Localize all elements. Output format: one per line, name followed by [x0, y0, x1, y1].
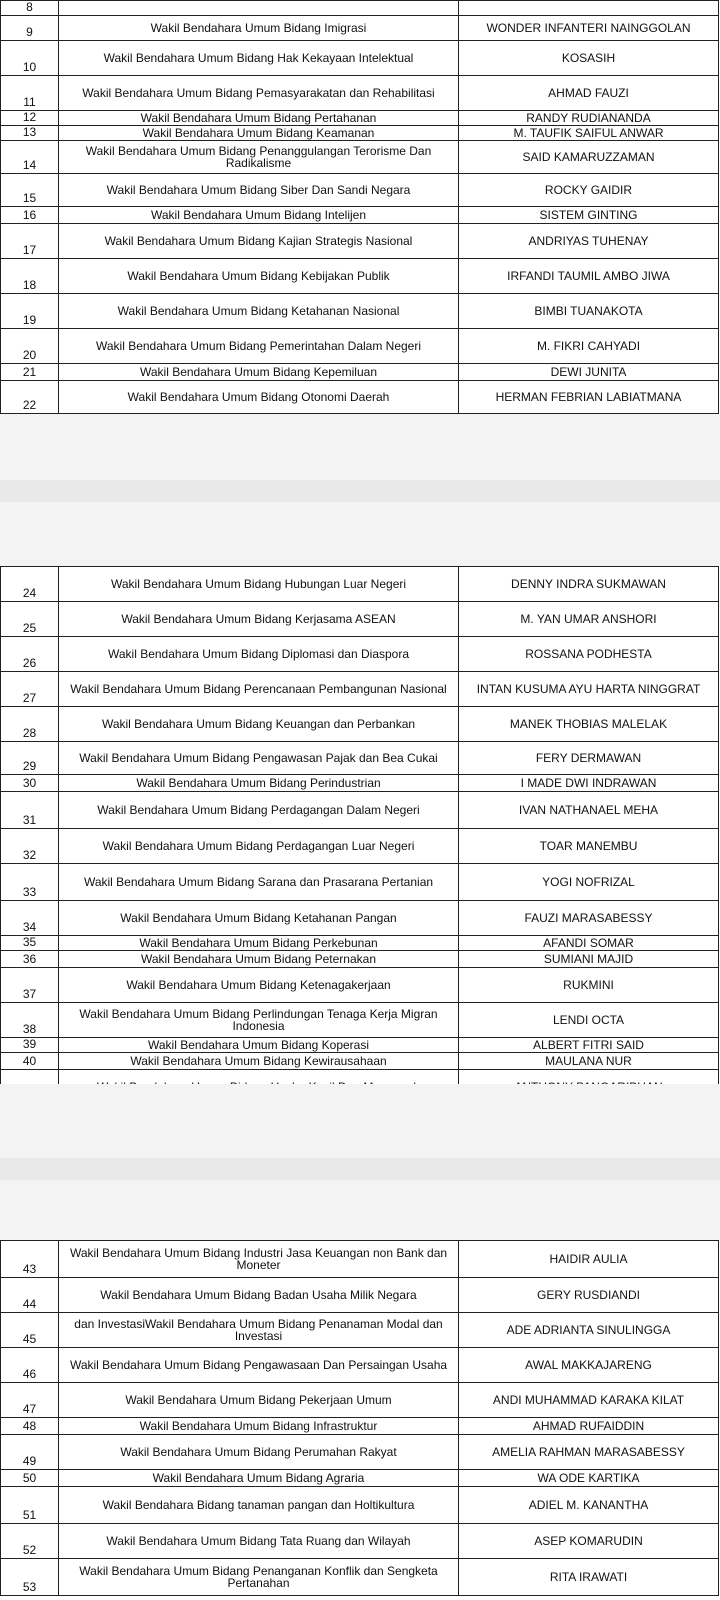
row-number: 13 — [1, 126, 59, 141]
row-number: 28 — [1, 707, 59, 742]
position-title: Wakil Bendahara Umum Bidang Penanganan Konflik dan Sengketa Pertanahan — [59, 1559, 459, 1596]
table-row — [1, 602, 719, 637]
member-name — [459, 1, 719, 16]
position-title: Wakil Bendahara Umum Bidang Penanggulangan Terorisme Dan Radikalisme — [59, 141, 459, 174]
table-row — [1, 901, 719, 936]
table-row — [1, 126, 719, 141]
row-number: 47 — [1, 1383, 59, 1418]
position-title: Wakil Bendahara Umum Bidang Otonomi Daerah — [59, 381, 459, 414]
member-name: M. TAUFIK SAIFUL ANWAR — [459, 126, 719, 141]
member-name: YOGI NOFRIZAL — [459, 864, 719, 901]
row-number: 22 — [1, 381, 59, 414]
row-number: 36 — [1, 951, 59, 968]
table-row — [1, 1241, 719, 1278]
table-row — [1, 742, 719, 775]
member-name: SUMIANI MAJID — [459, 951, 719, 968]
table-row — [1, 207, 719, 224]
member-name: LENDI OCTA — [459, 1003, 719, 1038]
appointment-table — [0, 0, 719, 447]
member-name: IVAN NATHANAEL MEHA — [459, 792, 719, 829]
member-name: SISTEM GINTING — [459, 207, 719, 224]
row-number: 45 — [1, 1313, 59, 1348]
member-name: FERY DERMAWAN — [459, 742, 719, 775]
row-number: 10 — [1, 41, 59, 76]
table-row — [1, 1559, 719, 1596]
position-title: Wakil Bendahara Umum Bidang Keuangan dan Perbankan — [59, 707, 459, 742]
position-title: Wakil Bendahara Umum Bidang Agraria — [59, 1470, 459, 1487]
position-title: Wakil Bendahara Umum Bidang Perdagangan Luar Negeri — [59, 829, 459, 864]
position-title: Wakil Bendahara Umum Bidang Perindustrian — [59, 775, 459, 792]
table-row — [1, 364, 719, 381]
position-title: Wakil Bendahara Umum Bidang Perdagangan Dalam Negeri — [59, 792, 459, 829]
member-name: HERMAN FEBRIAN LABIATMANA — [459, 381, 719, 414]
table-row — [1, 637, 719, 672]
row-number: 35 — [1, 936, 59, 951]
page-break-1 — [0, 414, 720, 566]
member-name: I MADE DWI INDRAWAN — [459, 775, 719, 792]
position-title: Wakil Bendahara Umum Bidang Pengawasaan Dan Persaingan Usaha — [59, 1348, 459, 1383]
row-number: 27 — [1, 672, 59, 707]
table-row — [1, 1524, 719, 1559]
table-row — [1, 224, 719, 259]
table-row — [1, 41, 719, 76]
row-number: 12 — [1, 111, 59, 126]
table-row — [1, 1003, 719, 1038]
member-name: WONDER INFANTERI NAINGGOLAN — [459, 16, 719, 41]
member-name: MANEK THOBIAS MALELAK — [459, 707, 719, 742]
member-name: FAUZI MARASABESSY — [459, 901, 719, 936]
row-number: 32 — [1, 829, 59, 864]
member-name: AMELIA RAHMAN MARASABESSY — [459, 1435, 719, 1470]
position-title: Wakil Bendahara Umum Bidang Ketenagakerjaan — [59, 968, 459, 1003]
position-title: Wakil Bendahara Umum Bidang Badan Usaha Milik Negara — [59, 1278, 459, 1313]
member-name: RITA IRAWATI — [459, 1559, 719, 1596]
row-number: 40 — [1, 1053, 59, 1070]
position-title: Wakil Bendahara Umum Bidang Perumahan Rakyat — [59, 1435, 459, 1470]
position-title — [59, 1, 459, 16]
row-number: 49 — [1, 1435, 59, 1470]
position-title: Wakil Bendahara Umum Bidang Kebijakan Publik — [59, 259, 459, 294]
table-row — [1, 951, 719, 968]
position-title: Wakil Bendahara Bidang tanaman pangan dan Holtikultura — [59, 1487, 459, 1524]
table-row — [1, 775, 719, 792]
position-title: Wakil Bendahara Umum Bidang Peternakan — [59, 951, 459, 968]
member-name: SAID KAMARUZZAMAN — [459, 141, 719, 174]
table-row — [1, 294, 719, 329]
row-number: 30 — [1, 775, 59, 792]
member-name: TOAR MANEMBU — [459, 829, 719, 864]
row-number: 51 — [1, 1487, 59, 1524]
row-number: 9 — [1, 16, 59, 41]
member-name: AWAL MAKKAJARENG — [459, 1348, 719, 1383]
member-name: IRFANDI TAUMIL AMBO JIWA — [459, 259, 719, 294]
row-number: 20 — [1, 329, 59, 364]
row-number: 38 — [1, 1003, 59, 1038]
member-name: ROCKY GAIDIR — [459, 174, 719, 207]
table-row — [1, 1053, 719, 1070]
position-title: Wakil Bendahara Umum Bidang Pemasyarakatan dan Rehabilitasi — [59, 76, 459, 111]
member-name: AHMAD RUFAIDDIN — [459, 1418, 719, 1435]
position-title: Wakil Bendahara Umum Bidang Perencanaan Pembangunan Nasional — [59, 672, 459, 707]
row-number: 39 — [1, 1038, 59, 1053]
position-title: Wakil Bendahara Umum Bidang Kepemiluan — [59, 364, 459, 381]
table-row — [1, 968, 719, 1003]
row-number: 16 — [1, 207, 59, 224]
row-number: 37 — [1, 968, 59, 1003]
table-row — [1, 1418, 719, 1435]
member-name: ANDI MUHAMMAD KARAKA KILAT — [459, 1383, 719, 1418]
table-row — [1, 1348, 719, 1383]
row-number: 26 — [1, 637, 59, 672]
position-title: dan InvestasiWakil Bendahara Umum Bidang Penanaman Modal dan Investasi — [59, 1313, 459, 1348]
row-number: 44 — [1, 1278, 59, 1313]
table-row — [1, 329, 719, 364]
row-number: 14 — [1, 141, 59, 174]
member-name: BIMBI TUANAKOTA — [459, 294, 719, 329]
row-number: 43 — [1, 1241, 59, 1278]
table-row — [1, 76, 719, 111]
member-name: AHMAD FAUZI — [459, 76, 719, 111]
position-title: Wakil Bendahara Umum Bidang Kajian Strategis Nasional — [59, 224, 459, 259]
row-number: 24 — [1, 567, 59, 602]
row-number: 31 — [1, 792, 59, 829]
position-title: Wakil Bendahara Umum Bidang Ketahanan Nasional — [59, 294, 459, 329]
appointment-table — [0, 566, 719, 1122]
row-number: 21 — [1, 364, 59, 381]
page-break-2 — [0, 1084, 720, 1240]
position-title: Wakil Bendahara Umum Bidang Hak Kekayaan Intelektual — [59, 41, 459, 76]
row-number: 50 — [1, 1470, 59, 1487]
position-title: Wakil Bendahara Umum Bidang Keamanan — [59, 126, 459, 141]
position-title: Wakil Bendahara Umum Bidang Koperasi — [59, 1038, 459, 1053]
table-row — [1, 792, 719, 829]
table-row — [1, 16, 719, 41]
table-row — [1, 936, 719, 951]
table-row — [1, 1038, 719, 1053]
member-name: ASEP KOMARUDIN — [459, 1524, 719, 1559]
table-row — [1, 1470, 719, 1487]
member-name: RUKMINI — [459, 968, 719, 1003]
table-row — [1, 864, 719, 901]
row-number: 25 — [1, 602, 59, 637]
table-row — [1, 707, 719, 742]
member-name: ANDRIYAS TUHENAY — [459, 224, 719, 259]
position-title: Wakil Bendahara Umum Bidang Hubungan Luar Negeri — [59, 567, 459, 602]
position-title: Wakil Bendahara Umum Bidang Pertahanan — [59, 111, 459, 126]
position-title: Wakil Bendahara Umum Bidang Siber Dan Sandi Negara — [59, 174, 459, 207]
position-title: Wakil Bendahara Umum Bidang Infrastruktur — [59, 1418, 459, 1435]
table-row — [1, 567, 719, 602]
position-title: Wakil Bendahara Umum Bidang Pengawasan Pajak dan Bea Cukai — [59, 742, 459, 775]
member-name: MAULANA NUR — [459, 1053, 719, 1070]
position-title: Wakil Bendahara Umum Bidang Perlindungan Tenaga Kerja Migran Indonesia — [59, 1003, 459, 1038]
row-number: 19 — [1, 294, 59, 329]
position-title: Wakil Bendahara Umum Bidang Perkebunan — [59, 936, 459, 951]
position-title: Wakil Bendahara Umum Bidang Ketahanan Pangan — [59, 901, 459, 936]
table-block-1 — [0, 0, 719, 447]
table-row — [1, 1435, 719, 1470]
member-name: INTAN KUSUMA AYU HARTA NINGGRAT — [459, 672, 719, 707]
row-number: 15 — [1, 174, 59, 207]
member-name: M. FIKRI CAHYADI — [459, 329, 719, 364]
member-name: M. YAN UMAR ANSHORI — [459, 602, 719, 637]
table-row — [1, 1383, 719, 1418]
member-name: HAIDIR AULIA — [459, 1241, 719, 1278]
table-block-3 — [0, 1240, 719, 1596]
member-name: ADE ADRIANTA SINULINGGA — [459, 1313, 719, 1348]
position-title: Wakil Bendahara Umum Bidang Imigrasi — [59, 16, 459, 41]
table-row — [1, 141, 719, 174]
position-title: Wakil Bendahara Umum Bidang Tata Ruang dan Wilayah — [59, 1524, 459, 1559]
row-number: 52 — [1, 1524, 59, 1559]
member-name: DEWI JUNITA — [459, 364, 719, 381]
appointment-table — [0, 1240, 719, 1596]
row-number: 17 — [1, 224, 59, 259]
member-name: AFANDI SOMAR — [459, 936, 719, 951]
position-title: Wakil Bendahara Umum Bidang Industri Jasa Keuangan non Bank dan Moneter — [59, 1241, 459, 1278]
table-row — [1, 259, 719, 294]
table-row — [1, 1278, 719, 1313]
member-name: KOSASIH — [459, 41, 719, 76]
row-number: 48 — [1, 1418, 59, 1435]
member-name: RANDY RUDIANANDA — [459, 111, 719, 126]
table-row — [1, 174, 719, 207]
row-number: 11 — [1, 76, 59, 111]
table-row — [1, 1487, 719, 1524]
table-row — [1, 672, 719, 707]
position-title: Wakil Bendahara Umum Bidang Kewirausahaan — [59, 1053, 459, 1070]
table-row — [1, 111, 719, 126]
row-number: 18 — [1, 259, 59, 294]
position-title: Wakil Bendahara Umum Bidang Pekerjaan Umum — [59, 1383, 459, 1418]
row-number: 8 — [1, 1, 59, 16]
member-name: ADIEL M. KANANTHA — [459, 1487, 719, 1524]
member-name: GERY RUSDIANDI — [459, 1278, 719, 1313]
row-number: 46 — [1, 1348, 59, 1383]
table-row — [1, 381, 719, 414]
table-row — [1, 1313, 719, 1348]
table-row — [1, 829, 719, 864]
table-row — [1, 1, 719, 16]
row-number: 53 — [1, 1559, 59, 1596]
table-block-2 — [0, 566, 719, 1122]
member-name: ALBERT FITRI SAID — [459, 1038, 719, 1053]
member-name: DENNY INDRA SUKMAWAN — [459, 567, 719, 602]
position-title: Wakil Bendahara Umum Bidang Sarana dan Prasarana Pertanian — [59, 864, 459, 901]
member-name: WA ODE KARTIKA — [459, 1470, 719, 1487]
position-title: Wakil Bendahara Umum Bidang Pemerintahan Dalam Negeri — [59, 329, 459, 364]
row-number: 33 — [1, 864, 59, 901]
row-number: 34 — [1, 901, 59, 936]
row-number: 29 — [1, 742, 59, 775]
position-title: Wakil Bendahara Umum Bidang Kerjasama ASEAN — [59, 602, 459, 637]
position-title: Wakil Bendahara Umum Bidang Intelijen — [59, 207, 459, 224]
member-name: ROSSANA PODHESTA — [459, 637, 719, 672]
position-title: Wakil Bendahara Umum Bidang Diplomasi dan Diaspora — [59, 637, 459, 672]
